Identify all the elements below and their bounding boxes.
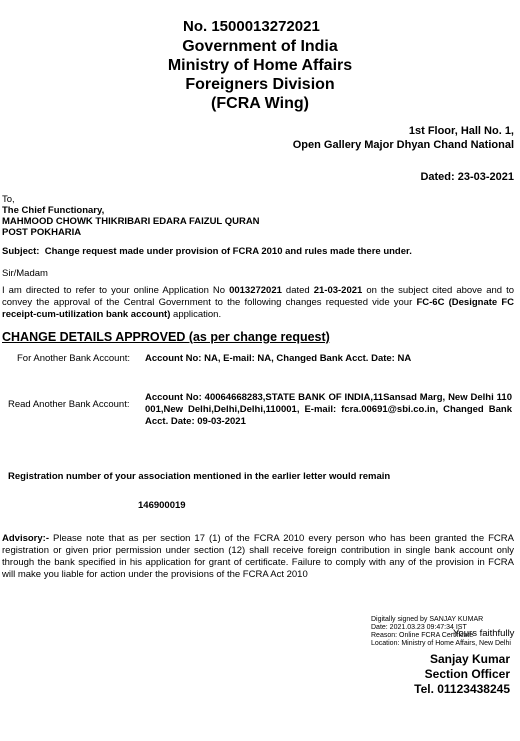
address-line-2: Open Gallery Major Dhyan Chand National [292,139,514,151]
digital-signature-line-3: Reason: Online FCRA Certificate [371,632,474,639]
to-line: To, [2,194,15,205]
signatory-name: Sanjay Kumar [429,652,510,666]
advisory-paragraph [2,533,514,581]
body-text-2: dated [285,285,310,296]
digital-signature-line-1: Digitally signed by SANJAY KUMAR [371,616,484,623]
wing-title: (FCRA Wing) [211,95,309,112]
registration-text: Registration number of your association mentioned in the earlier letter would remain [8,471,391,482]
application-number: 0013272021 [229,285,282,296]
signatory-telephone: Tel. 01123438245 [414,682,510,696]
application-date: 21-03-2021 [313,285,363,296]
subject-label: Subject: [2,246,40,257]
address-line-1: 1st Floor, Hall No. 1, [408,125,514,137]
subject-text: Change request made under provision of FCRA 2010 and rules made there under. [44,246,412,257]
change-details-heading: CHANGE DETAILS APPROVED (as per change request) [2,330,330,344]
salutation: Sir/Madam [2,268,48,279]
read-bank-account-value: Account No: 40064668283,STATE BANK OF INDIA,11Sansad Marg, New Delhi 110 001,New Delhi,Delhi,Delhi,110001, E-mail: fcra.00691@sbi.co.in, Changed Bank Acct. Date: 09-03-2021 [145,392,512,427]
registration-number: 146900019 [138,500,186,511]
body-text-1: I am directed to refer to your online Application No [2,285,226,296]
read-bank-account-label: Read Another Bank Account: [8,399,130,410]
digital-signature-line-4: Location: Ministry of Home Affairs, New Delhi [371,640,511,647]
for-bank-account-label: For Another Bank Account: [17,353,131,364]
government-title: Government of India [182,38,338,55]
body-paragraph [2,285,514,321]
division-title: Foreigners Division [185,76,335,93]
recipient-post: POST POKHARIA [2,227,82,238]
recipient-organisation: MAHMOOD CHOWK THIKRIBARI EDARA FAIZUL QURAN [2,216,260,227]
advisory-label: Advisory:- [2,533,49,544]
signatory-designation: Section Officer [424,667,510,681]
body-text-4: application. [173,309,222,320]
subject-line [2,246,412,258]
recipient-title: The Chief Functionary, [2,205,105,216]
advisory-text: Please note that as per section 17 (1) of the FCRA 2010 every person who has been granted the FCRA registration or given prior permission under section (12) shall receive foreign contribution in single bank account only through the bank specified in his application for grant of certificate. Failure to comply with any of the provision in FCRA will make you liable for action under the provisions of the FCRA Act 2010 [2,533,514,580]
body-text-3: on the subject cited above and to convey the approval of the Central Government to the following changes requested vide your [2,285,515,308]
for-bank-account-value: Account No: NA, E-mail: NA, Changed Bank Acct. Date: NA [145,353,412,364]
digital-signature-line-2: Date: 2021.03.23 09:47:34 IST [371,624,467,631]
letter-date: Dated: 23-03-2021 [420,171,514,183]
ministry-title: Ministry of Home Affairs [167,57,353,74]
form-name: FC-6C (Designate FC receipt-cum-utilization bank account) [2,297,515,320]
letter-number: No. 1500013272021 [183,18,320,35]
closing-line: Yours faithfully [453,628,515,639]
